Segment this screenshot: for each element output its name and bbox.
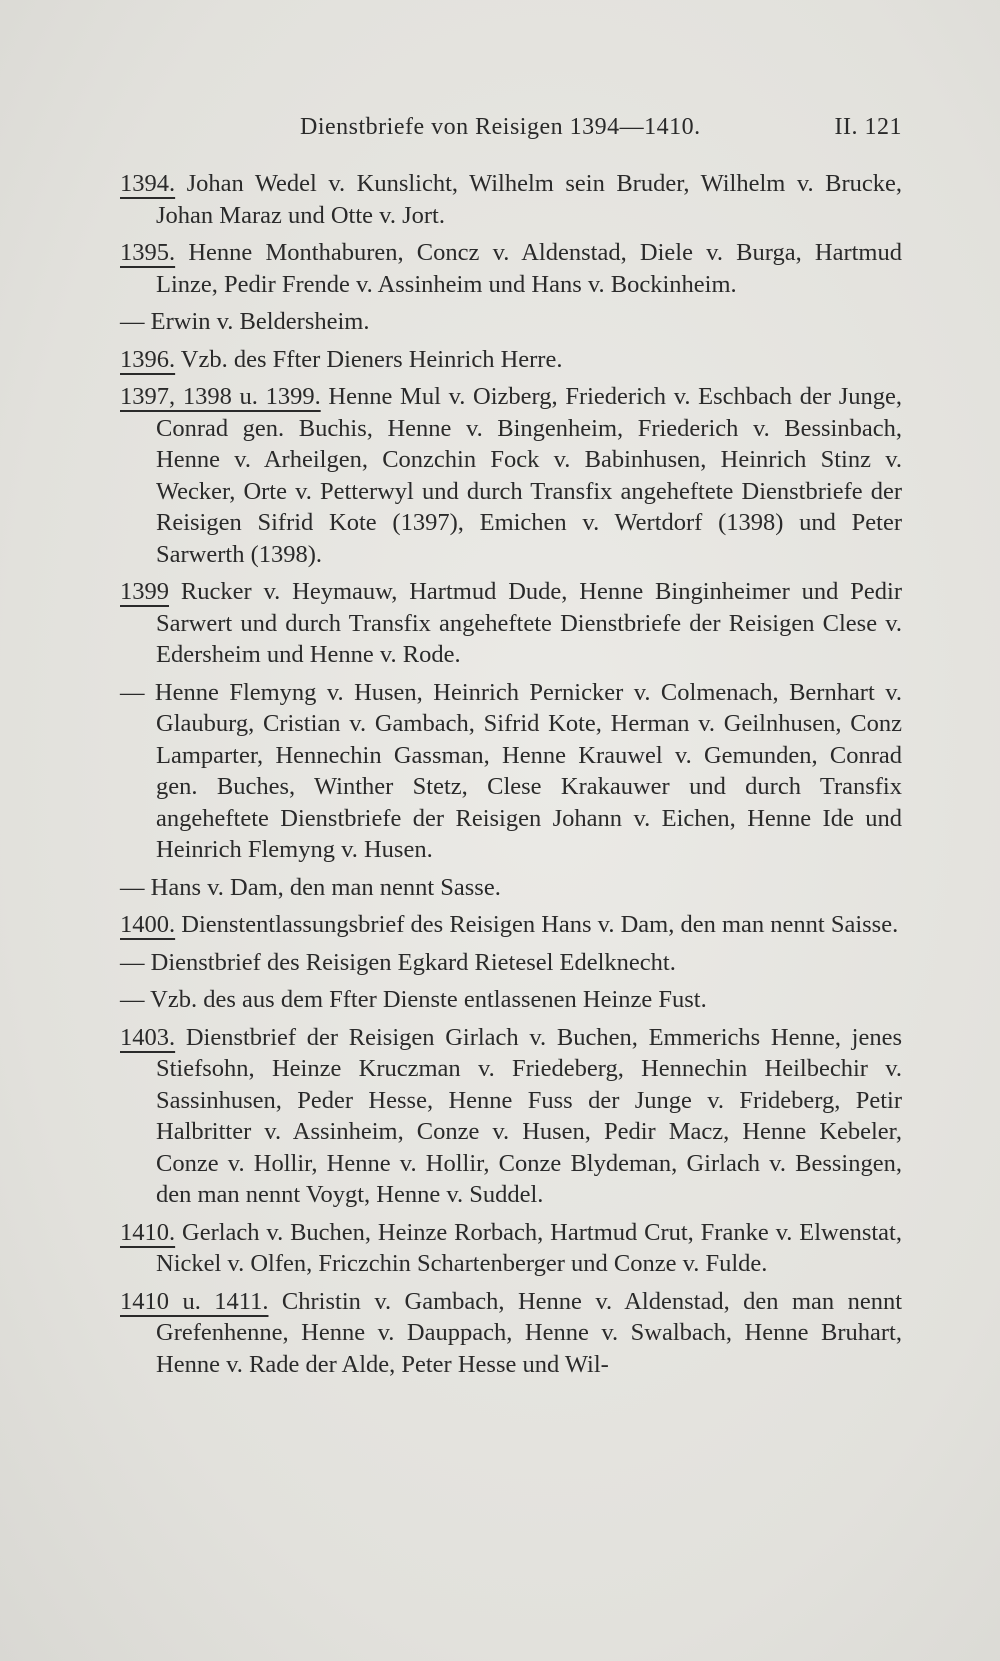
entry-dash: — — [120, 986, 145, 1013]
running-header — [300, 114, 902, 141]
entry-year: 1399 — [120, 578, 169, 605]
entry-year: 1403. — [120, 1023, 176, 1051]
entry — [120, 1286, 902, 1381]
entry — [120, 344, 902, 376]
page-number: II. 121 — [834, 114, 902, 140]
header-title: Dienstbriefe von Reisigen 1394—1410. — [300, 114, 701, 140]
entry — [120, 947, 902, 979]
entry-text: Henne Monthaburen, Concz v. Aldenstad, Diele v. Burga, Hartmud Linze, Pedir Frende v. Assinheim und Hans v. Bockinheim. — [156, 239, 902, 298]
entry-text: Dienstbrief der Reisigen Girlach v. Buchen, Emmerichs Henne, jenes Stiefsohn, Heinze Kruczman v. Friedeberg, Hennechin Heilbechir v. Sassinhusen, Peder Hesse, Henne Fuss der Junge v. Frideberg, Petir Halbritter v. Assinheim, Conze v. Husen, Pedir Macz, Henne Kebeler, Conze v. Hollir, Henne v. Hollir, Conze Blydeman, Girlach v. Bessingen, den man nennt Voygt, Henne v. Suddel. — [156, 1023, 902, 1208]
entry-year: 1394. — [120, 170, 176, 197]
entry — [120, 576, 902, 671]
entry-text: Henne Mul v. Oizberg, Friederich v. Eschbach der Junge, Conrad gen. Buchis, Henne v. Bingenheim, Friederich v. Bessinbach, Henne v. Arheilgen, Conzchin Fock v. Babinhusen, Heinrich Stinz v. Wecker, Orte v. Petterwyl und durch Transfix angeheftete Dienstbriefe der Reisigen Sifrid Kote (1397), Emichen v. Wertdorf (1398) und Peter Sarwerth (1398). — [156, 383, 902, 568]
entry — [120, 168, 902, 231]
entry-text: Rucker v. Heymauw, Hartmud Dude, Henne Binginheimer und Pedir Sarwert und durch Transfix angeheftete Dienstbriefe der Reisigen Clese v. Edersheim und Henne v. Rode. — [156, 578, 902, 668]
entry-text: Christin v. Gambach, Henne v. Aldenstad, den man nennt Grefenhenne, Henne v. Dauppach, Henne v. Swalbach, Henne Bruhart, Henne v. Rade der Alde, Peter Hesse und Wil- — [156, 1287, 903, 1378]
entry — [120, 1022, 902, 1211]
entry — [120, 1217, 902, 1280]
entry-dash: — — [120, 308, 145, 335]
entry-year: 1410. — [120, 1218, 176, 1246]
entry-text: Dienstbrief des Reisigen Egkard Rietesel Edelknecht. — [144, 948, 676, 976]
entry — [120, 677, 902, 866]
entry-text: Dienstentlassungsbrief des Reisigen Hans v. Dam, den man nennt Saisse. — [175, 911, 899, 938]
entry-year: 1410 u. 1411. — [120, 1287, 269, 1315]
entry-year: 1395. — [120, 239, 176, 266]
entry-dash: — — [120, 678, 145, 706]
entry-year: 1400. — [120, 911, 176, 938]
entry-year: 1396. — [120, 345, 176, 373]
entry-text: Erwin v. Beldersheim. — [144, 308, 370, 335]
entry — [120, 381, 902, 570]
entry-year: 1397, 1398 u. 1399. — [120, 383, 321, 410]
entry — [120, 872, 902, 904]
entry-list — [120, 168, 902, 1386]
entry — [120, 909, 902, 941]
entry-text: Gerlach v. Buchen, Heinze Rorbach, Hartmud Crut, Franke v. Elwenstat, Nickel v. Olfen, Friczchin Schartenberger und Conze v. Fulde. — [156, 1218, 902, 1277]
entry — [120, 984, 902, 1016]
entry-text: Vzb. des Ffter Dieners Heinrich Herre. — [175, 345, 563, 373]
entry-text: Vzb. des aus dem Ffter Dienste entlassenen Heinze Fust. — [144, 986, 707, 1013]
entry-text: Henne Flemyng v. Husen, Heinrich Pernicker v. Colmenach, Bernhart v. Glauburg, Cristian v. Gambach, Sifrid Kote, Herman v. Geilnhusen, Conz Lamparter, Hennechin Gassman, Henne Krauwel v. Gemunden, Conrad gen. Buches, Winther Stetz, Clese Krakauwer und durch Transfix angeheftete Dienstbriefe der Reisigen Johann v. Eichen, Henne Ide und Heinrich Flemyng v. Husen. — [144, 678, 902, 863]
entry-dash: — — [120, 948, 145, 976]
entry — [120, 237, 902, 300]
entry-text: Johan Wedel v. Kunslicht, Wilhelm sein Bruder, Wilhelm v. Brucke, Johan Maraz und Otte v. Jort. — [156, 170, 902, 229]
entry-text: Hans v. Dam, den man nennt Sasse. — [144, 873, 501, 901]
entry-dash: — — [120, 873, 145, 901]
entry — [120, 306, 902, 338]
